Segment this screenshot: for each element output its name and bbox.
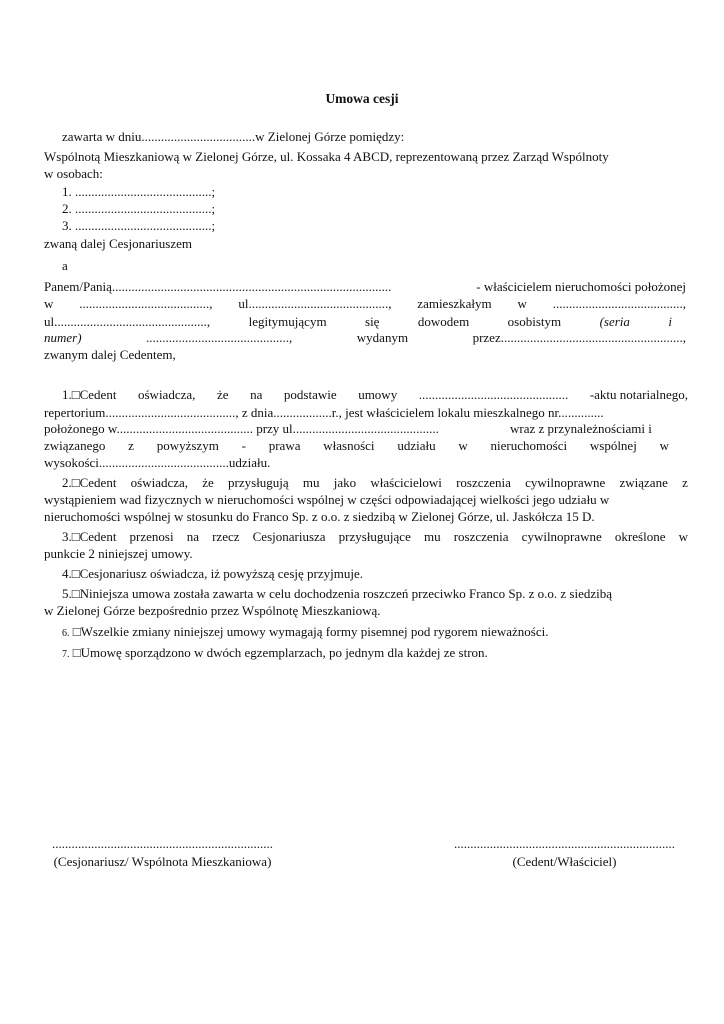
clause-1-line-2: repertorium........................................, z dnia..................r., jest właścicielem lokalu mieszkalnego nr.............. (44, 405, 604, 420)
clause-4: 4.□Cesjonariusz oświadcza, iż powyższą cesję przyjmuje. (62, 566, 363, 581)
clause-2-line-2: wystąpieniem wad fizycznych w nieruchomości wspólnej w części odpowiadającej wielkości jego udziału w (44, 492, 610, 507)
cedent-label: zwanym dalej Cedentem, (44, 347, 176, 362)
person-line-3: 3. ..........................................; (62, 218, 216, 233)
signature-right-line: .................................................................... (454, 836, 675, 851)
clause-1-line-3b: wraz z przynależnościami i (510, 421, 652, 436)
intro-date-line: zawarta w dniu...................................w Zielonej Górze pomiędzy: (62, 129, 405, 144)
clause-6 (62, 624, 548, 642)
clause-2-line-3: nieruchomości wspólnej w stosunku do Franco Sp. z o.o. z siedzibą w Zielonej Górze, ul. Jaskółcza 15 D. (44, 509, 595, 524)
clause-3-line-1: 3.□Cedent przenosi na rzecz Cesjonariusza przysługujące mu roszczenia cywilnoprawne określone w (62, 529, 688, 544)
clause-5-line-1: 5.□Niniejsza umowa została zawarta w celu dochodzenia roszczeń przeciwko Franco Sp. z o.o. z siedzibą (62, 586, 613, 601)
signature-left-label: (Cesjonariusz/ Wspólnota Mieszkaniowa) (53, 854, 272, 869)
clause-2-line-1: 2.□Cedent oświadcza, że przysługują mu jako właścicielowi roszczenia cywilnoprawne związane z (62, 475, 688, 490)
cesjonariusz-label: zwaną dalej Cesjonariuszem (44, 236, 192, 251)
clause-6-text: □Wszelkie zmiany niniejszej umowy wymagają formy pisemnej pod rygorem nieważności. (72, 624, 549, 639)
clause-7-text: □Umowę sporządzono w dwóch egzemplarzach, po jednym dla każdej ze stron. (72, 645, 488, 660)
id-line: ul..............................................., legitymującym się dowodem osobistym (seria i (44, 314, 672, 329)
clause-7 (62, 645, 488, 663)
numer-line: numer) ............................................, wydanym przez........................................................, (44, 330, 686, 345)
clause-1-line-1: 1.□Cedent oświadcza, że na podstawie umowy .............................................. -aktu notarialnego, (62, 387, 688, 402)
signature-left-line: .................................................................... (52, 836, 273, 851)
document-title: Umowa cesji (325, 91, 399, 106)
conjunction-a: a (62, 258, 68, 273)
panem-line: Panem/Panią...................................................................................... - właścicielem nieruchomości położonej (44, 279, 686, 294)
clause-1-line-3a: położonego w.......................................... przy ul............................................. (44, 421, 439, 436)
clause-5-line-2: w Zielonej Górze bezpośrednio przez Wspólnotę Mieszkaniową. (44, 603, 381, 618)
signature-right (442, 836, 687, 870)
clause-1-line-5: wysokości........................................udziału. (44, 455, 271, 470)
person-line-2: 2. ..........................................; (62, 201, 216, 216)
clause-7-number: 7. (62, 649, 70, 660)
clause-1-line-4: związanego z powyższym - prawa własności udziału w nieruchomości wspólnej w (44, 438, 669, 453)
clause-6-number: 6. (62, 628, 70, 639)
person-line-1: 1. ..........................................; (62, 184, 216, 199)
signature-left (40, 836, 285, 870)
clause-3-line-2: punkcie 2 niniejszej umowy. (44, 546, 193, 561)
address-line: w ........................................, ul..........................................., zamieszkałym w ........................................, (44, 296, 686, 311)
signature-right-label: (Cedent/Właściciel) (512, 854, 617, 869)
intro-persons-label: w osobach: (44, 166, 103, 181)
intro-party-line: Wspólnotą Mieszkaniową w Zielonej Górze, ul. Kossaka 4 ABCD, reprezentowaną przez Zarząd Wspólnoty (44, 149, 609, 164)
